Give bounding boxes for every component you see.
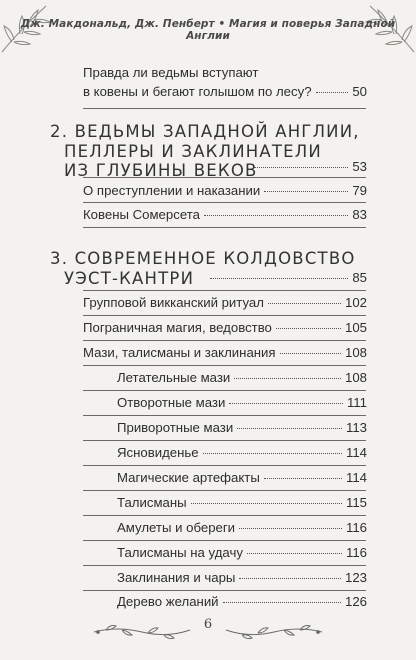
toc-entry-title: Отворотные мази — [117, 395, 226, 410]
chapter-title-text: ИЗ ГЛУБИНЫ ВЕКОВ — [64, 161, 258, 180]
toc-page-number: 79 — [352, 183, 367, 198]
toc-page-number: 108 — [344, 345, 367, 360]
toc-entry-title: Ясновиденье — [117, 445, 199, 460]
divider — [83, 565, 366, 566]
divider — [83, 590, 366, 591]
toc-entry — [83, 65, 367, 80]
toc-page-number: 113 — [345, 420, 367, 435]
toc-page-number: 115 — [345, 495, 367, 510]
leader-dots — [237, 428, 342, 429]
toc-entry — [83, 84, 367, 99]
leader-dots — [247, 553, 342, 554]
divider — [83, 390, 366, 391]
leader-dots — [316, 92, 349, 93]
leader-dots — [229, 403, 343, 404]
toc-entry-title: в ковены и бегают голышом по лесу? — [83, 84, 312, 99]
toc-subentry — [117, 570, 367, 585]
toc-entry-title: Мази, талисманы и заклинания — [83, 345, 276, 360]
toc-entry — [83, 345, 367, 360]
toc-page-number: 114 — [345, 445, 367, 460]
toc-entry — [83, 295, 367, 310]
toc-entry-title: Талисманы на удачу — [117, 545, 243, 560]
divider — [83, 440, 366, 441]
toc-subentry — [117, 470, 367, 485]
toc-subentry — [117, 520, 367, 535]
leader-dots — [210, 278, 348, 279]
divider — [83, 108, 366, 109]
toc-subentry — [117, 420, 367, 435]
page-number: 6 — [203, 617, 213, 632]
toc-entry — [83, 183, 367, 198]
toc-page-number: 116 — [345, 545, 367, 560]
toc-entry-title: Групповой викканский ритуал — [83, 295, 264, 310]
divider — [83, 290, 366, 291]
toc-entry — [206, 270, 367, 285]
toc-page-number: 114 — [345, 470, 367, 485]
divider — [83, 415, 366, 416]
leader-dots — [234, 378, 341, 379]
divider — [83, 315, 366, 316]
toc-page-number: 102 — [344, 295, 367, 310]
leader-dots — [203, 453, 342, 454]
leader-dots — [280, 353, 341, 354]
toc-subentry — [117, 495, 367, 510]
leader-dots — [239, 528, 342, 529]
divider — [83, 202, 366, 203]
leader-dots — [268, 303, 341, 304]
toc-page-number: 108 — [344, 370, 367, 385]
toc-subentry — [117, 545, 367, 560]
toc-subentry — [117, 395, 367, 410]
leader-dots — [204, 215, 348, 216]
toc-entry — [250, 159, 367, 174]
toc-entry-title: Амулеты и обереги — [117, 520, 236, 535]
toc-page-number: 85 — [352, 270, 367, 285]
leader-dots — [191, 503, 342, 504]
toc-page-number: 126 — [344, 594, 367, 609]
toc-subentry — [117, 594, 367, 609]
leader-dots — [223, 602, 341, 603]
chapter-title-line: 3. СОВРЕМЕННОЕ КОЛДОВСТВО — [50, 249, 356, 268]
toc-entry-title: Приворотные мази — [117, 420, 234, 435]
toc-page-number: 105 — [344, 320, 367, 335]
toc-entry-title: Дерево желаний — [117, 594, 219, 609]
divider — [83, 177, 366, 178]
vine-ornament-icon — [224, 622, 324, 640]
leader-dots — [239, 578, 341, 579]
running-header: Дж. Макдональд, Дж. Пенберт • Магия и поверья Западной Англии — [20, 18, 396, 42]
toc-page-number: 50 — [352, 84, 367, 99]
toc-entry-title: Правда ли ведьмы вступают — [83, 65, 259, 80]
toc-entry-title: Магические артефакты — [117, 470, 260, 485]
toc-entry-title: Талисманы — [117, 495, 187, 510]
divider — [83, 227, 366, 228]
toc-entry — [83, 207, 367, 222]
toc-page-number: 53 — [352, 159, 367, 174]
toc-entry — [83, 320, 367, 335]
toc-entry-title: Летательные мази — [117, 370, 231, 385]
divider — [83, 515, 366, 516]
divider — [83, 340, 366, 341]
chapter-title-line: УЭСТ-КАНТРИ — [64, 268, 195, 288]
toc-entry-title: Ковены Сомерсета — [83, 207, 200, 222]
leader-dots — [276, 328, 341, 329]
divider — [83, 540, 366, 541]
toc-page-number: 123 — [344, 570, 367, 585]
divider — [83, 490, 366, 491]
leader-dots — [254, 167, 348, 168]
chapter-title-line: ПЕЛЛЕРЫ И ЗАКЛИНАТЕЛИ — [64, 141, 322, 161]
chapter-title-line: 2. ВЕДЬМЫ ЗАПАДНОЙ АНГЛИИ, — [50, 122, 360, 141]
toc-entry-title: Заклинания и чары — [117, 570, 236, 585]
toc-page-number: 116 — [345, 520, 367, 535]
toc-page-number: 111 — [346, 395, 367, 410]
toc-entry-title: Пограничная магия, ведовство — [83, 320, 272, 335]
divider — [83, 465, 366, 466]
toc-entry-title: О преступлении и наказании — [83, 183, 261, 198]
leader-dots — [264, 478, 342, 479]
toc-page-number: 83 — [352, 207, 367, 222]
toc-subentry — [117, 370, 367, 385]
leader-dots — [264, 191, 348, 192]
divider — [83, 365, 366, 366]
toc-subentry — [117, 445, 367, 460]
